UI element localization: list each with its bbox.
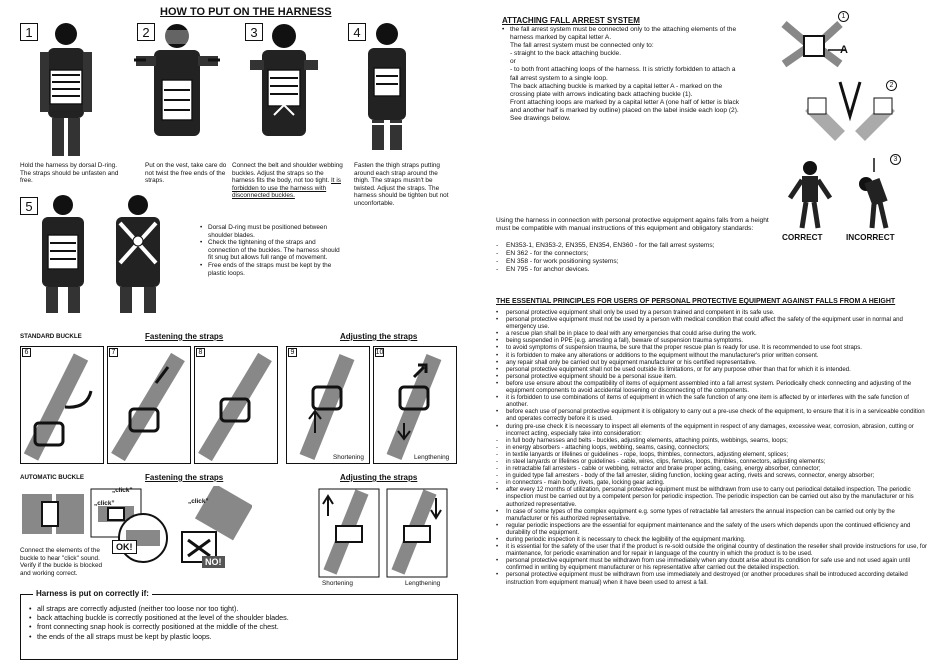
panel-number: 8: [196, 348, 205, 357]
standard-buckle-label: STANDARD BUCKLE: [20, 333, 82, 340]
principles-item: • it is forbidden to make any alterations or additions to the equipment without the manufacturer's prior written consent.: [496, 352, 932, 359]
principles-item: • before use ensure about the compatibility of items of equipment assembled into a fall arrest system. Periodically check connecting and adjusting of the equipment components to avoid accidental loosening or disconnecting of the components.: [496, 380, 932, 394]
fall-arrest-line: the fall arrest system must be connected only to the attaching elements of the harness marked by capital letter A.: [510, 26, 737, 42]
principles-item: • personal protective equipment must be withdrawn from use immediately when any doubt arise about its condition for safe use and not used again until confirmed in writing by equipment manufacturer or his representative after carried out the detailed inspection.: [496, 557, 932, 571]
principles-item: • after every 12 months of utilization, personal protective equipment must be withdrawn from use to carry out periodical detailed inspection. The periodic inspection must be carried out by a competent person for periodic inspection. The periodic inspection can be carried out also by the manufacturer or his authorized representative.: [496, 486, 932, 507]
standards-list: [496, 242, 782, 274]
auto-adjust-lengthening-illustration: [386, 488, 448, 578]
fall-arrest-line: - straight to the back attaching buckle.: [510, 50, 622, 58]
automatic-buckle-label: AUTOMATIC BUCKLE: [20, 474, 85, 481]
buckle-illustration: [374, 347, 456, 463]
step-number-4: 4: [348, 23, 366, 41]
panel-6: [20, 346, 104, 464]
fall-arrest-line: or: [510, 58, 516, 66]
step-number-3: 3: [245, 23, 263, 41]
step-5-note: • Free ends of the straps must be kept by the plastic loops.: [200, 262, 340, 277]
step-5-notes: [200, 224, 340, 277]
panel-number: 7: [109, 348, 118, 357]
principles-sub-item: - in textile lanyards or lifelines or guidelines - rope, loops, thimbles, connectors, adjusting element, splices;: [496, 451, 932, 458]
fall-arrest-paragraph: • the fall arrest system must be connected only to the attaching elements of the harness marked by capital letter A.: [502, 26, 737, 42]
correct-check-list: [29, 604, 449, 641]
click-label-2: „click”: [94, 500, 115, 507]
step-3-illustration: [244, 20, 324, 142]
step-number-2: 2: [137, 23, 155, 41]
principles-item: • personal protective equipment shall not be used outside its limitations, or for any purpose other than that for which it is intended.: [496, 366, 932, 373]
fall-arrest-line: - to both front attaching loops of the harness. It is strictly forbidden to attach a fall arrest system to a single loop.: [510, 66, 736, 82]
step-number-1: 1: [20, 23, 38, 41]
panel-8: [194, 346, 278, 464]
principles-list: [496, 309, 932, 586]
panel-number: 10: [375, 349, 384, 356]
principles-sub-item: - in full body harnesses and belts - buckles, adjusting elements, attaching points, webbings, seams, loops;: [496, 437, 932, 444]
principles-item: • In case of some types of the complex equipment e.g. some types of retractable fall arresters the annual inspection can be carried out only by the manufacturer or his authorized representative.: [496, 508, 932, 522]
principles-item: • during pre-use check it is necessary to inspect all elements of the equipment in respect of any damages, excessive wear, corrosion, abrasion, cutting or incorrect acting, especially take into consideration:: [496, 423, 932, 437]
step-2-caption: Put on the vest, take care do not twist the free ends of the straps.: [145, 162, 227, 185]
step-4-illustration: [352, 20, 422, 152]
standards-intro: Using the harness in connection with personal protective equipment agains falls from a height must be compatible with manual instructions of this equipment and obligatory standards:: [496, 217, 769, 233]
correct-label: CORRECT: [782, 233, 823, 242]
ok-badge: OK!: [112, 540, 137, 554]
click-label-1: „click”: [112, 487, 133, 494]
principles-sub-item: - in retractable fall arresters - cable or webbing, retractor and brake proper acting, casing, energy absorber, connector;: [496, 465, 932, 472]
auto-buckle-open-illustration: [20, 486, 86, 544]
automatic-adjusting-label: Adjusting the straps: [340, 473, 418, 482]
step-3-caption-warning: It is forbidden to use the harness with disconnected buckles.: [232, 177, 341, 200]
principles-item: • a rescue plan shall be in place to deal with any emergencies that could arise during the work.: [496, 330, 932, 337]
correct-check-item: • back attaching buckle is correctly positioned at the level of the shoulder blades.: [29, 613, 449, 622]
buckle-illustration: [195, 347, 277, 463]
automatic-shortening-label: Shortening: [322, 580, 353, 587]
fall-arrest-line: The fall arrest system must be connected only to:: [510, 42, 654, 50]
standards-item: - EN353-1, EN353-2, EN355, EN354, EN360 - for the fall arrest systems;: [496, 242, 782, 250]
panel-number: 9: [288, 348, 297, 357]
fall-arrest-line: The back attaching buckle is marked by a capital letter A - marked on the crossing plate with arrows indicating back attaching buckle (1).: [510, 82, 723, 98]
step-1-illustration: [30, 20, 102, 158]
step-4-caption: Fasten the thigh straps putting around each strap around the thigh. The straps mustn't be twisted. Adjust the straps. The harness should be tighten but not unconfortable.: [354, 162, 449, 207]
principles-item: • before each use of personal protective equipment it is obligatory to carry out a pre-use check of the equipment, to ensure that it is in a serviceable condition and operates correctly before it is used.: [496, 408, 932, 422]
step-3-caption-text: Connect the belt and shoulder webbing buckles. Adjust the straps so the harness fits the body, not too tight.: [232, 162, 343, 185]
correct-fall-illustration: [786, 158, 834, 230]
principles-item: • personal protective equipment must be withdrawn from use immediately and destroyed (or another procedures shall be introduced according detailed instruction from equipment manual) when it have been used to arrest a fall.: [496, 571, 932, 585]
principles-item: • during periodic inspection it is necessary to check the legibility of the equipment marking.: [496, 536, 932, 543]
standard-fastening-label: Fastening the straps: [145, 332, 224, 341]
principles-sub-item: - in steel lanyards or lifelines or guidelines - cable, wires, clips, ferrules, loops, thimbles, connectors, adjusting elements;: [496, 458, 932, 465]
no-badge: NO!: [202, 556, 225, 568]
standards-item: - EN 362 - for the connectors;: [496, 250, 782, 258]
buckle-illustration: [287, 347, 369, 463]
fall-arrest-line: Front attaching loops are marked by a capital letter A (one half of letter is black and another half is marked by outline) placed on the label inside each loop (2). See drawings below.: [510, 98, 740, 123]
principles-item: • it is essential for the safety of the user that if the product is re-sold outside the original country of destination the reseller shall provide instructions for use, for maintenance, for periodic examination and for repair in language of the country in which the product is to be used.: [496, 543, 932, 557]
principles-item: • personal protective equipment should be a personal issue item.: [496, 373, 932, 380]
principles-sub-item: - in energy absorbers - attaching loops, webbing, seams, casing, connectors;: [496, 444, 932, 451]
correct-check-item: • the ends of the all straps must be kept by plastic loops.: [29, 632, 449, 641]
principles-item: • it is forbidden to use combinations of items of equipment in which the safe function of any one item is affected by or interferes with the safe function of another.: [496, 394, 932, 408]
front-loops-illustration: [800, 76, 900, 152]
principles-item: • regular periodic inspections are the essential for equipment maintenance and the safety of the users which depends upon the continued efficiency and durability of the equipment.: [496, 522, 932, 536]
step-3-caption: [232, 162, 347, 200]
principles-sub-item: - in connectors - main body, rivets, gate, locking gear acting.: [496, 479, 932, 486]
correct-check-title: Harness is put on correctly if:: [33, 589, 152, 598]
click-label-3: „click”: [188, 498, 209, 505]
principles-item: • any repair shall only be carried out by equipment manufacturer or his certified representative.: [496, 359, 932, 366]
principles-item: • being suspended in PPE (e.g. arresting a fall), beware of suspension trauma symptoms.: [496, 337, 932, 344]
step-5-back-illustration: [104, 193, 172, 315]
standards-item: - EN 795 - for anchor devices.: [496, 266, 782, 274]
automatic-lengthening-label: Lengthening: [405, 580, 441, 587]
incorrect-label: INCORRECT: [846, 233, 895, 242]
step-number-5: 5: [20, 197, 38, 215]
correct-check-item: • front connecting snap hook is correctly positioned at the middle of the chest.: [29, 622, 449, 631]
panel-number: 6: [22, 348, 31, 357]
principles-sub-item: - in guided type fall arresters - body of the fall arrester, sliding function, locking gear acting, rivets and screws, connector, energy absorber;: [496, 472, 932, 479]
letter-a-label: A: [840, 44, 848, 56]
automatic-fastening-label: Fastening the straps: [145, 473, 224, 482]
incorrect-fall-illustration: [850, 158, 898, 230]
principles-title: THE ESSENTIAL PRINCIPLES FOR USERS OF PERSONAL PROTECTIVE EQUIPMENT AGAINST FALLS FROM A HEIGHT: [496, 298, 896, 305]
step-2-illustration: [132, 20, 222, 142]
panel-9: [286, 346, 370, 464]
correct-check-item: • all straps are correctly adjusted (neither too loose nor too tight).: [29, 604, 449, 613]
lengthening-label: Lengthening: [414, 454, 450, 461]
principles-item: • personal protective equipment must not be used by a person with medical condition that could affect the safety of the equipment user in normal and emergency use.: [496, 316, 932, 330]
page-title: HOW TO PUT ON THE HARNESS: [160, 6, 332, 18]
automatic-buckle-caption: Connect the elements of the buckle to hear "click" sound. Verify if the buckle is blocked and working correct.: [20, 547, 103, 577]
auto-buckle-check-illustration: [112, 512, 174, 564]
figure-number-3: 3: [890, 154, 901, 165]
figure-number-1: 1: [838, 11, 849, 22]
standard-adjusting-label: Adjusting the straps: [340, 332, 418, 341]
standards-item: - EN 358 - for work positioning systems;: [496, 258, 782, 266]
panel-10: [373, 346, 457, 464]
step-5-note: • Dorsal D-ring must be positioned between shoulder blades.: [200, 224, 340, 239]
buckle-illustration: [108, 347, 190, 463]
principles-item: • personal protective equipment shall only be used by a person trained and competent in its safe use.: [496, 309, 932, 316]
step-5-note: • Check the tightening of the straps and connection of the buckles. The harness should fit snug but allows full range of movement.: [200, 239, 340, 262]
auto-adjust-shortening-illustration: [318, 488, 380, 578]
correct-check-box: [20, 589, 458, 660]
fall-arrest-text: [502, 26, 742, 123]
panel-7: [107, 346, 191, 464]
shortening-label: Shortening: [333, 454, 364, 461]
step-5-front-illustration: [30, 193, 96, 315]
buckle-illustration: [21, 347, 103, 463]
step-1-caption: Hold the harness by dorsal D-ring. The straps should be unfasten and free.: [20, 162, 119, 185]
figure-number-2: 2: [886, 80, 897, 91]
fall-arrest-title: ATTACHING FALL ARREST SYSTEM: [502, 16, 640, 25]
principles-item: • to avoid symptoms of suspension trauma, be sure that the proper rescue plan is ready for use. It is recommended to use foot straps.: [496, 344, 932, 351]
